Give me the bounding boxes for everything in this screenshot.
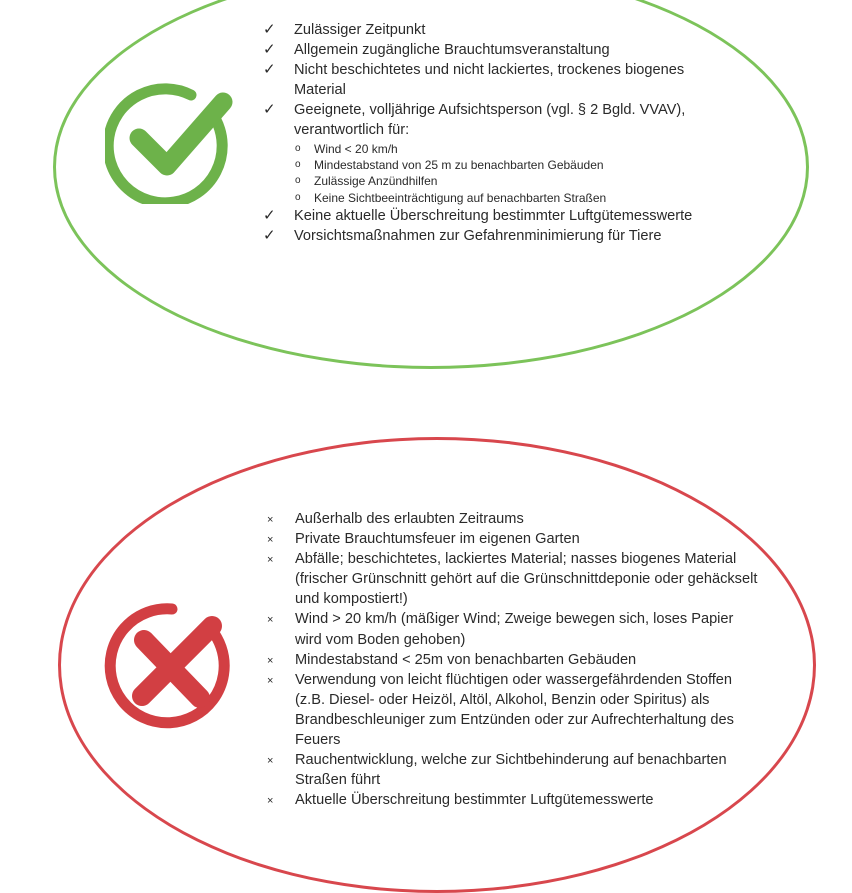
forbidden-conditions-list [264, 509, 764, 810]
checkmark-icon: ✓ [263, 61, 276, 79]
forbidden-list-item [264, 670, 764, 750]
cross-mark-icon: × [267, 755, 274, 768]
sublist-item [294, 141, 733, 157]
forbidden-list-item [264, 750, 764, 790]
allowed-item-text: Geeignete, volljährige Aufsichtsperson (vgl. § 2 Bgld. VVAV), verantwortlich für: [294, 102, 686, 139]
circle-bullet-icon: o [295, 142, 301, 154]
forbidden-list-item [264, 509, 764, 529]
cross-mark-icon: × [267, 514, 274, 526]
cross-mark-icon: × [267, 795, 274, 808]
supervisor-duties-sublist [294, 141, 733, 207]
allowed-item-text: Vorsichtsmaßnahmen zur Gefahrenminimierung für Tiere [294, 228, 662, 245]
allowed-list-item [263, 206, 733, 226]
sublist-item-text: Mindestabstand von 25 m zu benachbarten Gebäuden [314, 157, 604, 172]
forbidden-list-item [264, 650, 764, 670]
allowed-conditions-list [263, 20, 733, 246]
forbidden-item-text: Außerhalb des erlaubten Zeitraums [295, 511, 524, 527]
checkmark-icon: ✓ [263, 41, 276, 59]
allowed-list-item [263, 226, 733, 246]
circle-bullet-icon: o [295, 191, 301, 203]
cross-mark-icon: × [267, 614, 274, 627]
checkmark-icon: ✓ [263, 207, 276, 225]
forbidden-list-item [264, 609, 764, 649]
checkmark-icon: ✓ [263, 101, 276, 119]
cross-mark-icon: × [267, 654, 274, 667]
forbidden-item-text: Verwendung von leicht flüchtigen oder wassergefährdenden Stoffen (z.B. Diesel- oder Heizöl, Altöl, Alkohol, Benzin oder Spiritus) als Brandbeschleuniger zum Entzünden oder zur Aufrechterhaltung des Feuers [295, 671, 734, 749]
forbidden-item-text: Private Brauchtumsfeuer im eigenen Garten [295, 531, 580, 548]
forbidden-item-text: Mindestabstand < 25m von benachbarten Gebäuden [295, 651, 637, 668]
cross-mark-icon: × [267, 534, 274, 547]
forbidden-item-text: Rauchentwicklung, welche zur Sichtbehinderung auf benachbarten Straßen führt [295, 752, 727, 789]
checkmark-icon: ✓ [263, 227, 276, 245]
allowed-item-text: Allgemein zugängliche Brauchtumsveranstaltung [294, 42, 610, 59]
allowed-item-text: Nicht beschichtetes und nicht lackiertes, trockenes biogenes Material [294, 62, 685, 99]
forbidden-item-text: Wind > 20 km/h (mäßiger Wind; Zweige bewegen sich, loses Papier wird vom Boden gehoben) [295, 611, 734, 648]
circle-bullet-icon: o [295, 158, 301, 170]
forbidden-item-text: Aktuelle Überschreitung bestimmter Luftgütemesswerte [295, 792, 654, 809]
allowed-item-text: Zulässiger Zeitpunkt [294, 22, 426, 38]
forbidden-list-item [264, 790, 764, 810]
x-circle-icon [104, 600, 236, 732]
cross-mark-icon: × [267, 674, 274, 687]
allowed-list-item [263, 60, 733, 100]
sublist-item [294, 157, 733, 173]
sublist-item [294, 190, 733, 206]
check-circle-icon [105, 72, 237, 204]
sublist-item [294, 173, 733, 189]
allowed-list-item [263, 40, 733, 60]
cross-mark-icon: × [267, 554, 274, 567]
sublist-item-text: Wind < 20 km/h [314, 141, 398, 156]
forbidden-list-item [264, 549, 764, 609]
circle-bullet-icon: o [295, 175, 301, 187]
forbidden-list-item [264, 529, 764, 549]
checkmark-icon: ✓ [263, 21, 276, 38]
allowed-list-item [263, 100, 733, 206]
allowed-item-text: Keine aktuelle Überschreitung bestimmter Luftgütemesswerte [294, 208, 693, 225]
allowed-list-item [263, 20, 733, 40]
forbidden-item-text: Abfälle; beschichtetes, lackiertes Material; nasses biogenes Material (frischer Grünschnitt gehört auf die Grünschnittdeponie oder gehäckselt und kompostiert!) [295, 551, 758, 608]
sublist-item-text: Zulässige Anzündhilfen [314, 174, 438, 189]
sublist-item-text: Keine Sichtbeeinträchtigung auf benachbarten Straßen [314, 190, 607, 205]
